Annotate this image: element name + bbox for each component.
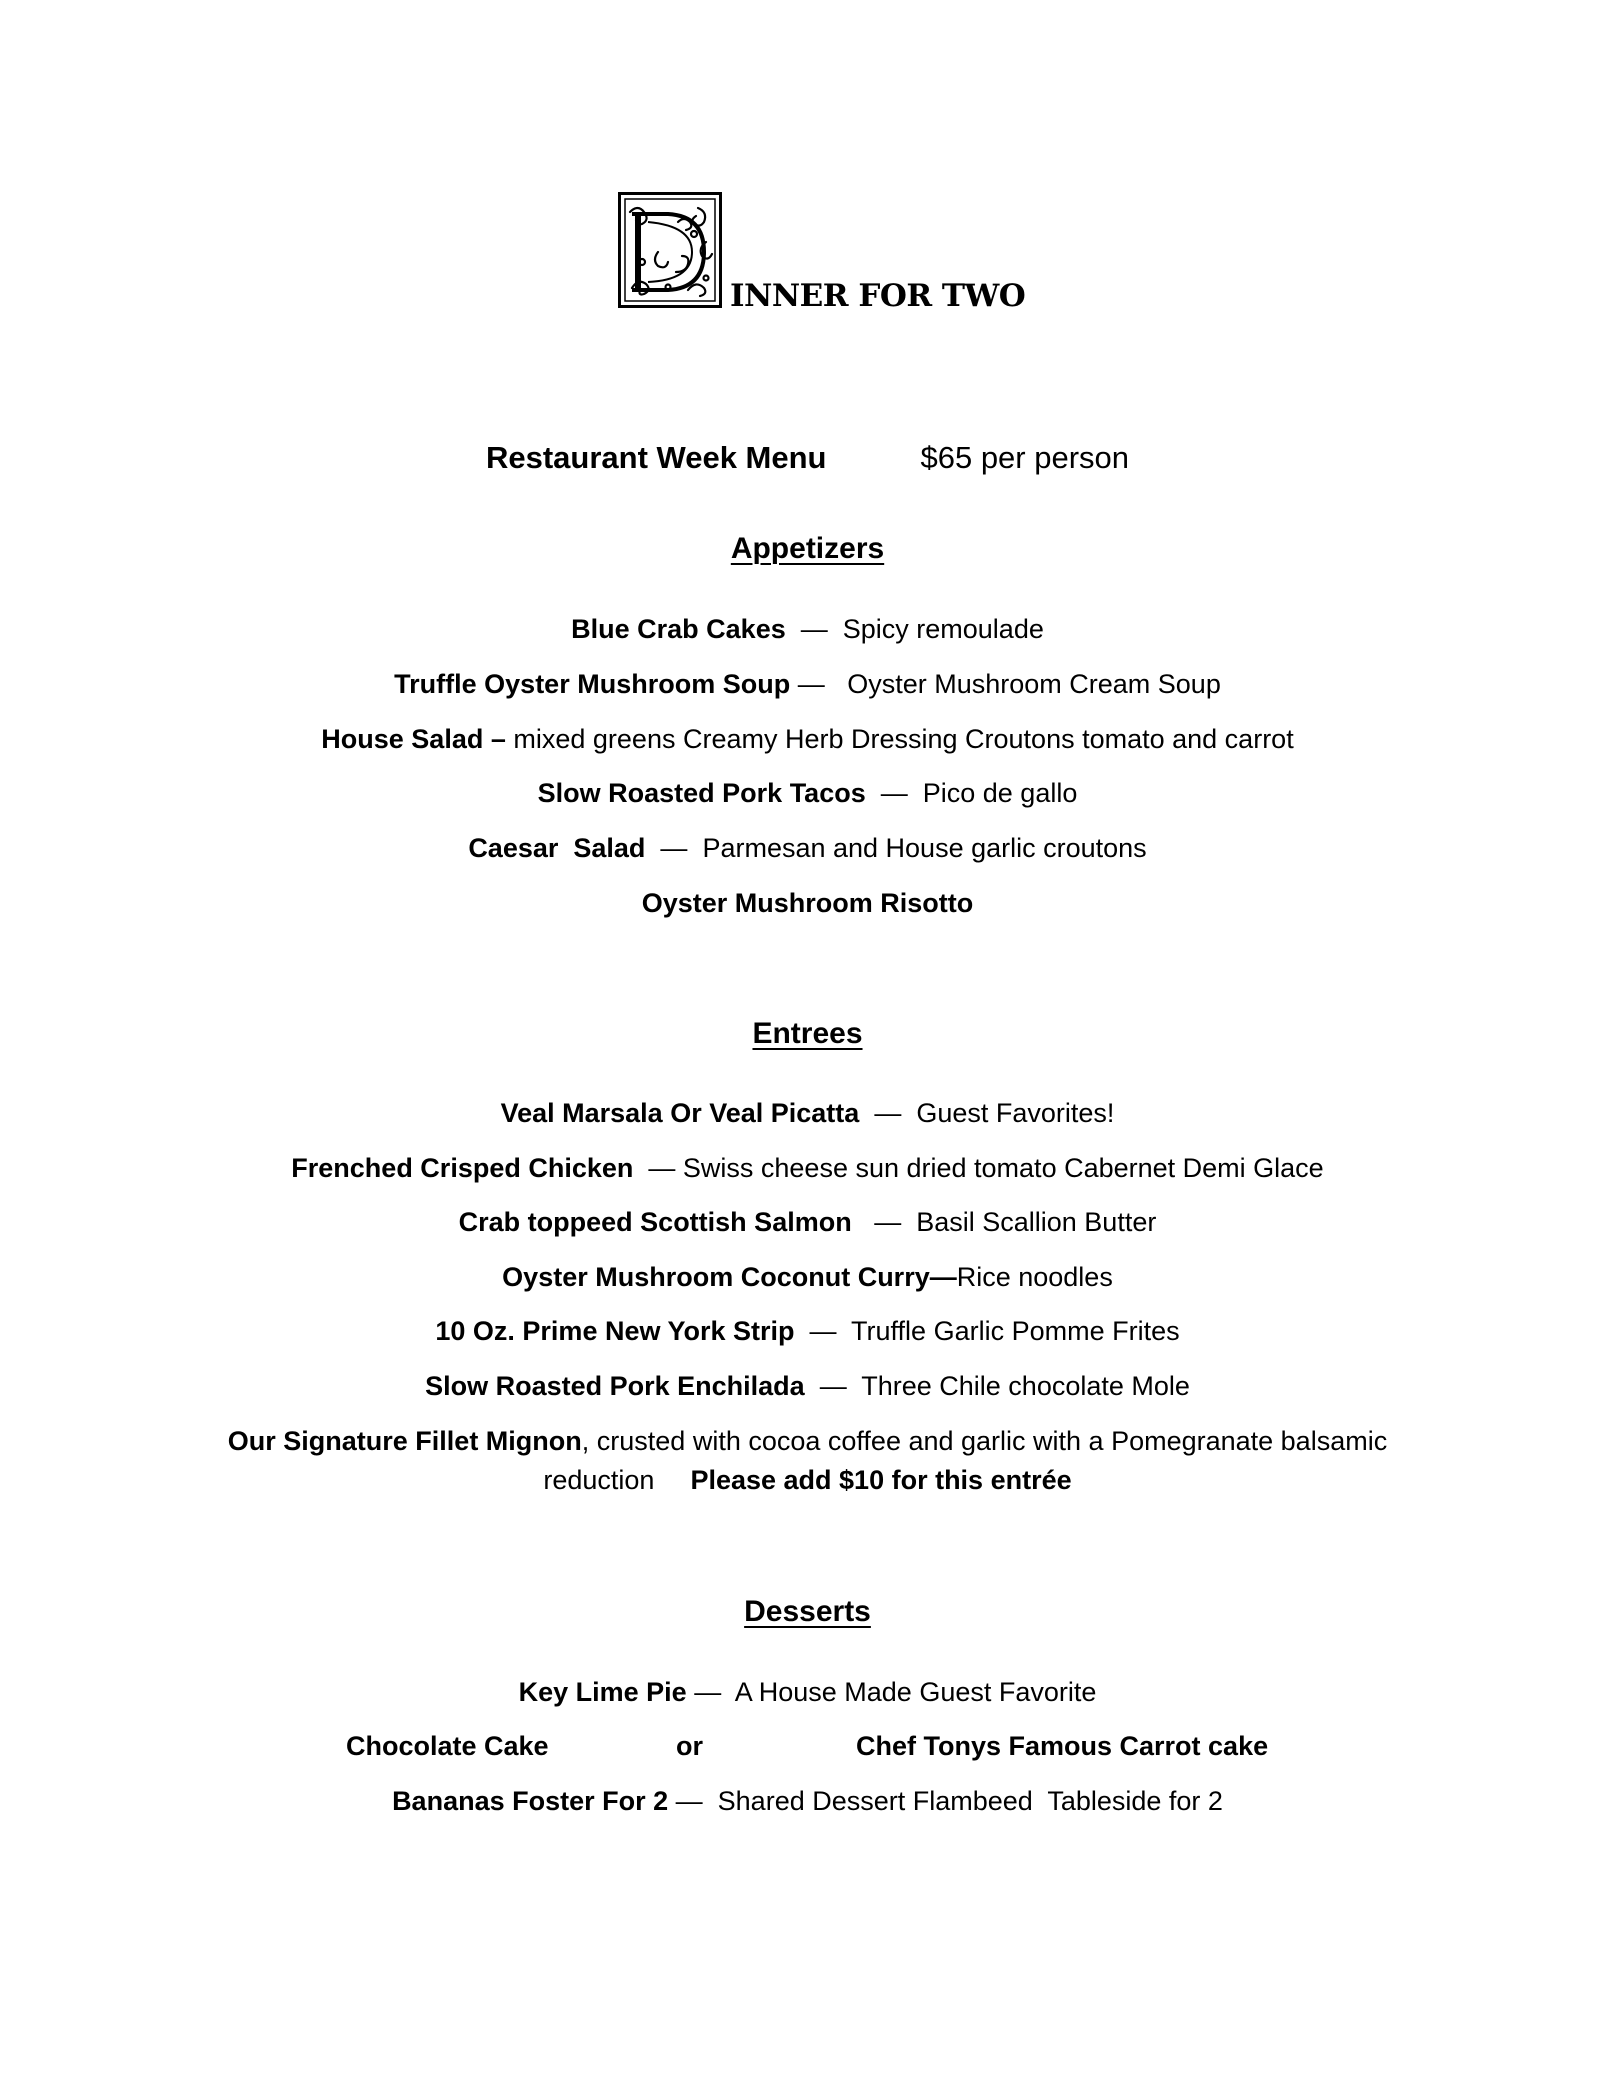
item-name: Caesar Salad [468,833,646,863]
signature-item-cont [0,1462,1615,1498]
menu-item: Slow Roasted Pork Tacos — Pico de gallo [537,778,1078,808]
title-text: INNER FOR TWO [730,278,1026,314]
signature-item [0,1423,1615,1459]
menu-item: 10 Oz. Prime New York Strip — Truffle Garlic Pomme Frites [435,1316,1180,1346]
entrees-heading: Entrees [752,1017,863,1050]
appetizers-heading: Appetizers [730,532,885,565]
item-name: Oyster Mushroom Coconut Curry— [502,1262,957,1292]
item-desc: Spicy remoulade [842,614,1044,644]
menu-name: Restaurant Week Menu [485,440,827,475]
menu-price: $65 per person [920,440,1130,475]
menu-item: Caesar Salad — Parmesan and House garlic croutons [468,833,1147,863]
choice-or: or [676,1731,703,1761]
menu-item: Blue Crab Cakes — Spicy remoulade [571,614,1044,644]
item-desc: Parmesan and House garlic croutons [702,833,1147,863]
signature-name: Our Signature Fillet Mignon [227,1426,582,1456]
item-desc: Three Chile chocolate Mole [861,1371,1190,1401]
item-name: Bananas Foster For 2 [392,1786,669,1816]
item-name: Oyster Mushroom Risotto [641,888,974,918]
menu-subtitle [0,438,1615,478]
appetizers-heading-row [0,531,1615,567]
desserts-heading: Desserts [744,1595,871,1628]
item-desc: Oyster Mushroom Cream Soup [847,669,1221,699]
item-name: Key Lime Pie [518,1677,687,1707]
item-desc: Pico de gallo [922,778,1078,808]
item-name: Truffle Oyster Mushroom Soup [394,669,791,699]
menu-item: Frenched Crisped Chicken — Swiss cheese sun dried tomato Cabernet Demi Glace [291,1153,1324,1183]
menu-item: Slow Roasted Pork Enchilada — Three Chile chocolate Mole [425,1371,1190,1401]
carrot-cake: Chef Tonys Famous Carrot cake [856,1731,1269,1761]
item-name: Veal Marsala Or Veal Picatta [500,1098,860,1128]
item-desc: Basil Scallion Butter [916,1207,1157,1237]
menu-item: Crab toppeed Scottish Salmon — Basil Scallion Butter [458,1207,1157,1237]
chocolate-cake: Chocolate Cake [346,1731,549,1761]
item-desc: Guest Favorites! [916,1098,1115,1128]
menu-item: Key Lime Pie — A House Made Guest Favorite [518,1677,1097,1707]
menu-item: Veal Marsala Or Veal Picatta — Guest Favorites! [500,1098,1115,1128]
item-name: Crab toppeed Scottish Salmon [458,1207,852,1237]
menu-item [0,721,1615,757]
item-name: Slow Roasted Pork Enchilada [425,1371,805,1401]
signature-surcharge: Please add $10 for this entrée [690,1465,1072,1495]
item-desc: Truffle Garlic Pomme Frites [851,1316,1180,1346]
item-desc: A House Made Guest Favorite [734,1677,1097,1707]
item-name: Frenched Crisped Chicken [291,1153,634,1183]
item-name: 10 Oz. Prime New York Strip [435,1316,795,1346]
item-name: House Salad – [321,724,506,754]
item-desc: Rice noodles [956,1262,1113,1292]
signature-desc: , crusted with cocoa coffee and garlic with a Pomegranate balsamic [581,1426,1388,1456]
entrees-heading-row [0,1016,1615,1052]
desserts-heading-row [0,1594,1615,1630]
item-desc: Shared Dessert Flambeed Tableside for 2 [717,1786,1223,1816]
item-desc: Swiss cheese sun dried tomato Cabernet Demi Glace [682,1153,1324,1183]
menu-item: Bananas Foster For 2 — Shared Dessert Flambeed Tableside for 2 [392,1786,1223,1816]
menu-item [0,885,1615,921]
item-desc: mixed greens Creamy Herb Dressing Croutons tomato and carrot [513,724,1294,754]
item-name: Slow Roasted Pork Tacos [537,778,866,808]
signature-desc-cont: reduction [543,1465,655,1495]
drop-cap-logo [618,192,722,308]
item-name: Blue Crab Cakes [571,614,786,644]
menu-item [0,1259,1615,1295]
menu-item: Truffle Oyster Mushroom Soup — Oyster Mushroom Cream Soup [394,669,1221,699]
